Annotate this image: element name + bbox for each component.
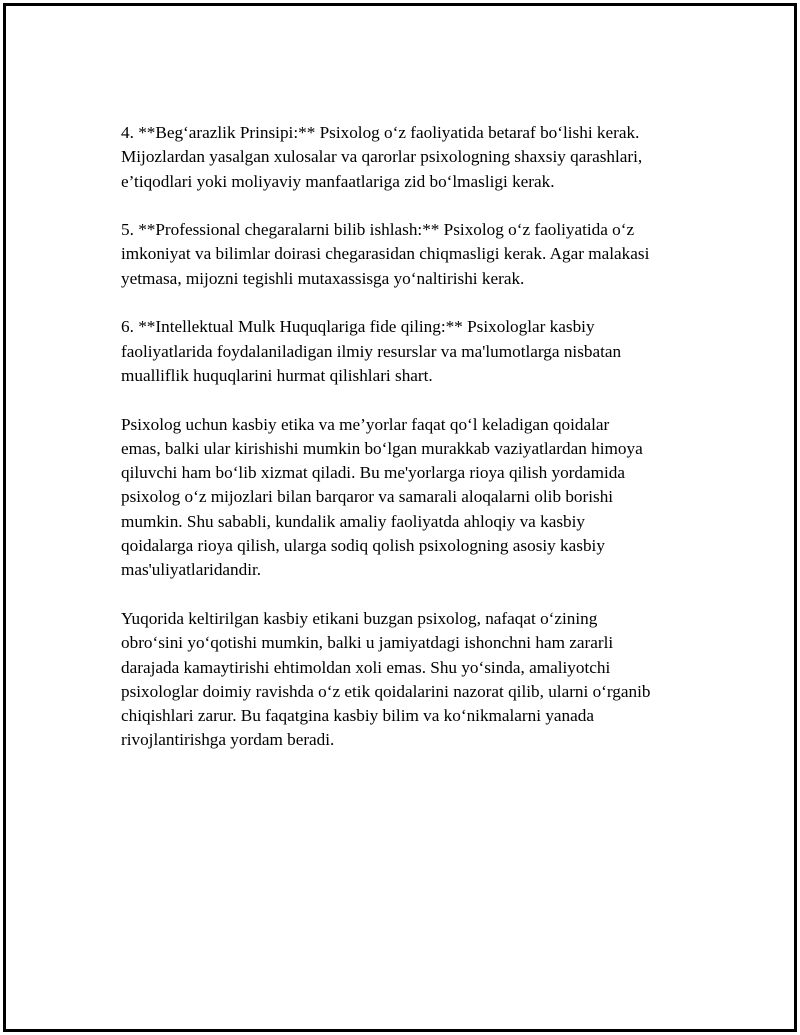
text-line: Mijozlardan yasalgan xulosalar va qarorlar psixologning shaxsiy qarashlari, [121, 147, 643, 167]
document-body [121, 121, 701, 777]
text-line: Yuqorida keltirilgan kasbiy etikani buzgan psixolog, nafaqat o‘zining [121, 608, 598, 628]
paragraph-impartiality-principle [121, 121, 701, 194]
text-line: qiluvchi ham bo‘lib xizmat qiladi. Bu me'yorlarga rioya qilish yordamida [121, 463, 625, 483]
text-line: faoliyatlarida foydalaniladigan ilmiy resurslar va ma'lumotlarga nisbatan [121, 341, 622, 361]
paragraph-intellectual-property [121, 315, 701, 388]
text-line: rivojlantirishga yordam beradi. [121, 730, 335, 750]
paragraph-ethics-importance [121, 413, 701, 583]
text-line: psixolog o‘z mijozlari bilan barqaror va samarali aloqalarni olib borishi [121, 487, 614, 507]
paragraph-ethics-violation [121, 607, 701, 753]
text-line: 5. **Professional chegaralarni bilib ishlash:** Psixolog o‘z faoliyatida o‘z [121, 220, 635, 240]
text-line: mumkin. Shu sababli, kundalik amaliy faoliyatda ahloqiy va kasbiy [121, 511, 585, 531]
document-page [3, 3, 797, 1032]
text-line: mualliflik huquqlarini hurmat qilishlari shart. [121, 365, 433, 385]
text-line: mas'uliyatlaridandir. [121, 560, 262, 580]
text-line: yetmasa, mijozni tegishli mutaxassisga yo‘naltirishi kerak. [121, 268, 525, 288]
text-line: e’tiqodlari yoki moliyaviy manfaatlariga zid bo‘lmasligi kerak. [121, 171, 555, 191]
text-line: 4. **Beg‘arazlik Prinsipi:** Psixolog o‘z faoliyatida betaraf bo‘lishi kerak. [121, 123, 640, 142]
text-line: Psixolog uchun kasbiy etika va me’yorlar faqat qo‘l keladigan qoidalar [121, 414, 610, 434]
text-line: imkoniyat va bilimlar doirasi chegarasidan chiqmasligi kerak. Agar malakasi [121, 244, 650, 264]
text-line: chiqishlari zarur. Bu faqatgina kasbiy bilim va ko‘nikmalarni yanada [121, 706, 594, 726]
text-line: qoidalarga rioya qilish, ularga sodiq qolish psixologning asosiy kasbiy [121, 536, 605, 556]
text-line: darajada kamaytirishi ehtimoldan xoli emas. Shu yo‘sinda, amaliyotchi [121, 657, 611, 677]
text-line: 6. **Intellektual Mulk Huquqlariga fide qiling:** Psixologlar kasbiy [121, 317, 595, 337]
text-line: psixologlar doimiy ravishda o‘z etik qoidalarini nazorat qilib, ularni o‘rganib [121, 681, 651, 701]
text-line: obro‘sini yo‘qotishi mumkin, balki u jamiyatdagi ishonchni ham zararli [121, 633, 614, 653]
text-line: emas, balki ular kirishishi mumkin bo‘lgan murakkab vaziyatlardan himoya [121, 438, 643, 458]
paragraph-professional-boundaries [121, 218, 701, 291]
